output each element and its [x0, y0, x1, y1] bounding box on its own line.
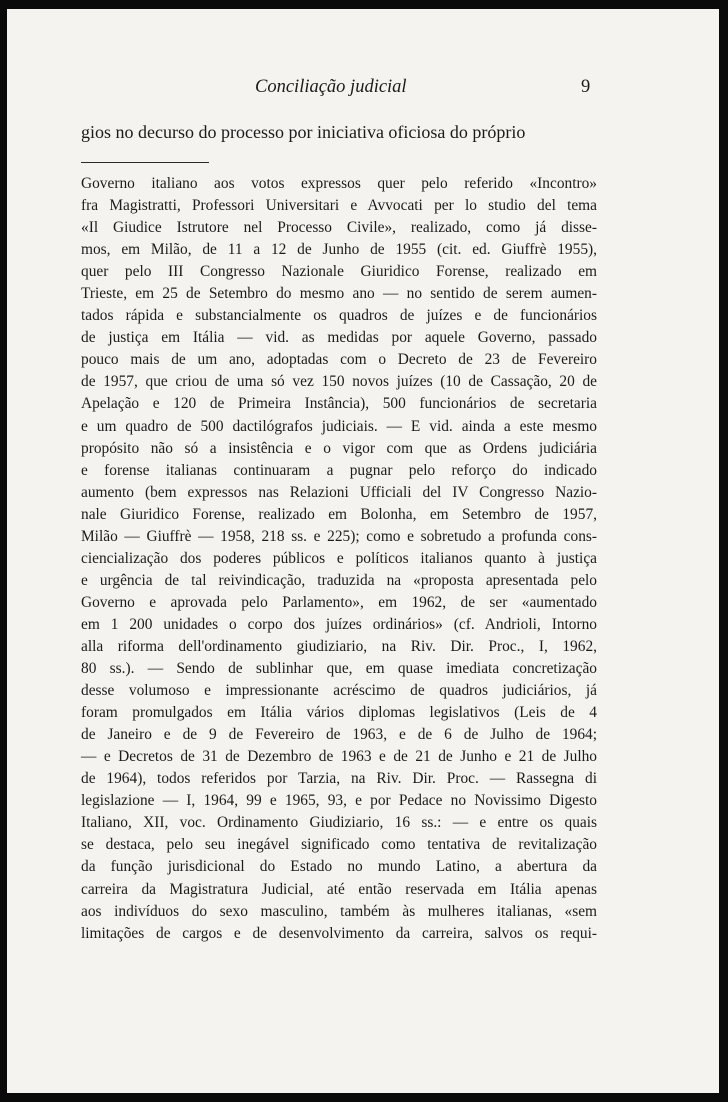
footnote-line: propósito não só a insistência e o vigor com que as Ordens judiciária	[81, 439, 597, 457]
footnote-line: aos indivíduos do sexo masculino, também às mulheres italianas, «sem	[81, 902, 597, 920]
book-page	[7, 9, 719, 1093]
footnote-line: foram promulgados em Itália vários diplomas legislativos (Leis de 4	[81, 704, 597, 722]
body-text: gios no decurso do processo por iniciativa oficiosa do próprio	[81, 122, 526, 142]
footnote-line: ciencialização dos poderes públicos e políticos italianos quanto à justiça	[81, 549, 597, 567]
footnote-line: de Janeiro e de 9 de Fevereiro de 1963, e de 6 de Julho de 1964;	[81, 726, 597, 744]
footnote-line: e um quadro de 500 dactilógrafos judiciais. — E vid. ainda a este mesmo	[81, 417, 597, 435]
footnote-line: aumento (bem expressos nas Relazioni Ufficiali del IV Congresso Nazio-	[81, 483, 597, 501]
footnote-line: e urgência de tal reivindicação, traduzida na «proposta apresentada pelo	[81, 571, 597, 589]
footnote-line: fra Magistratti, Professori Universitari e Avvocati per lo studio del tema	[81, 197, 597, 215]
footnote-line: Governo italiano aos votos expressos quer pelo referido «Incontro»	[81, 175, 597, 192]
footnote-line: «Il Giudice Istrutore nel Processo Civile», realizado, como já disse-	[81, 219, 597, 237]
running-header	[7, 77, 719, 101]
footnote-line: e forense italianas continuaram a pugnar pelo reforço do indicado	[81, 461, 597, 479]
footnote-line: Milão — Giuffrè — 1958, 218 ss. e 225); como e sobretudo a profunda cons-	[81, 527, 597, 545]
footnote-line: de 1964), todos referidos por Tarzia, na Riv. Dir. Proc. — Rassegna di	[81, 770, 597, 788]
footnote-line: em 1 200 unidades o corpo dos juízes ordinários» (cf. Andrioli, Intorno	[81, 615, 597, 633]
footnote-line: legislazione — I, 1964, 99 e 1965, 93, e por Pedace no Novissimo Digesto	[81, 792, 597, 810]
footnote	[81, 173, 597, 945]
footnote-line: 80 ss.). — Sendo de sublinhar que, em quase imediata concretização	[81, 660, 597, 678]
footnote-line: desse volumoso e impressionante acréscimo de quadros judiciários, já	[81, 682, 597, 700]
footnote-line: mos, em Milão, de 11 a 12 de Junho de 1955 (cit. ed. Giuffrè 1955),	[81, 241, 597, 259]
footnote-line: limitações de cargos e de desenvolvimento da carreira, salvos os requi-	[81, 924, 597, 942]
footnote-line: quer pelo III Congresso Nazionale Giuridico Forense, realizado em	[81, 263, 597, 281]
footnote-line: pouco mais de um ano, adoptadas com o Decreto de 23 de Fevereiro	[81, 351, 597, 369]
footnote-line: se destaca, pelo seu inegável significado como tentativa de revitalização	[81, 836, 597, 854]
footnote-separator	[81, 162, 209, 163]
footnote-line: Italiano, XII, voc. Ordinamento Giudiziario, 16 ss.: — e entre os quais	[81, 814, 597, 832]
footnote-line: Governo e aprovada pelo Parlamento», em 1962, de ser «aumentado	[81, 593, 597, 611]
footnote-line: Apelação e 120 de Primeira Instância), 500 funcionários de secretaria	[81, 395, 597, 413]
page-number: 9	[581, 77, 591, 97]
footnote-line: — e Decretos de 31 de Dezembro de 1963 e de 21 de Junho e 21 de Julho	[81, 748, 597, 766]
footnote-line: de justiça em Itália — vid. as medidas por aquele Governo, passado	[81, 329, 597, 347]
running-title: Conciliação judicial	[255, 77, 407, 97]
footnote-line: Trieste, em 25 de Setembro do mesmo ano — no sentido de serem aumen-	[81, 285, 597, 303]
footnote-line: alla riforma dell'ordinamento giudiziario, na Riv. Dir. Proc., I, 1962,	[81, 637, 597, 655]
footnote-line: nale Giuridico Forense, realizado em Bolonha, em Setembro de 1957,	[81, 505, 597, 523]
footnote-line: de 1957, que criou de uma só vez 150 novos juízes (10 de Cassação, 20 de	[81, 373, 597, 391]
footnote-line: tados rápida e substancialmente os quadros de juízes e de funcionários	[81, 307, 597, 325]
footnote-line: da função jurisdicional do Estado no mundo Latino, a abertura da	[81, 858, 597, 876]
footnote-line: carreira da Magistratura Judicial, até então reservada em Itália apenas	[81, 880, 597, 898]
